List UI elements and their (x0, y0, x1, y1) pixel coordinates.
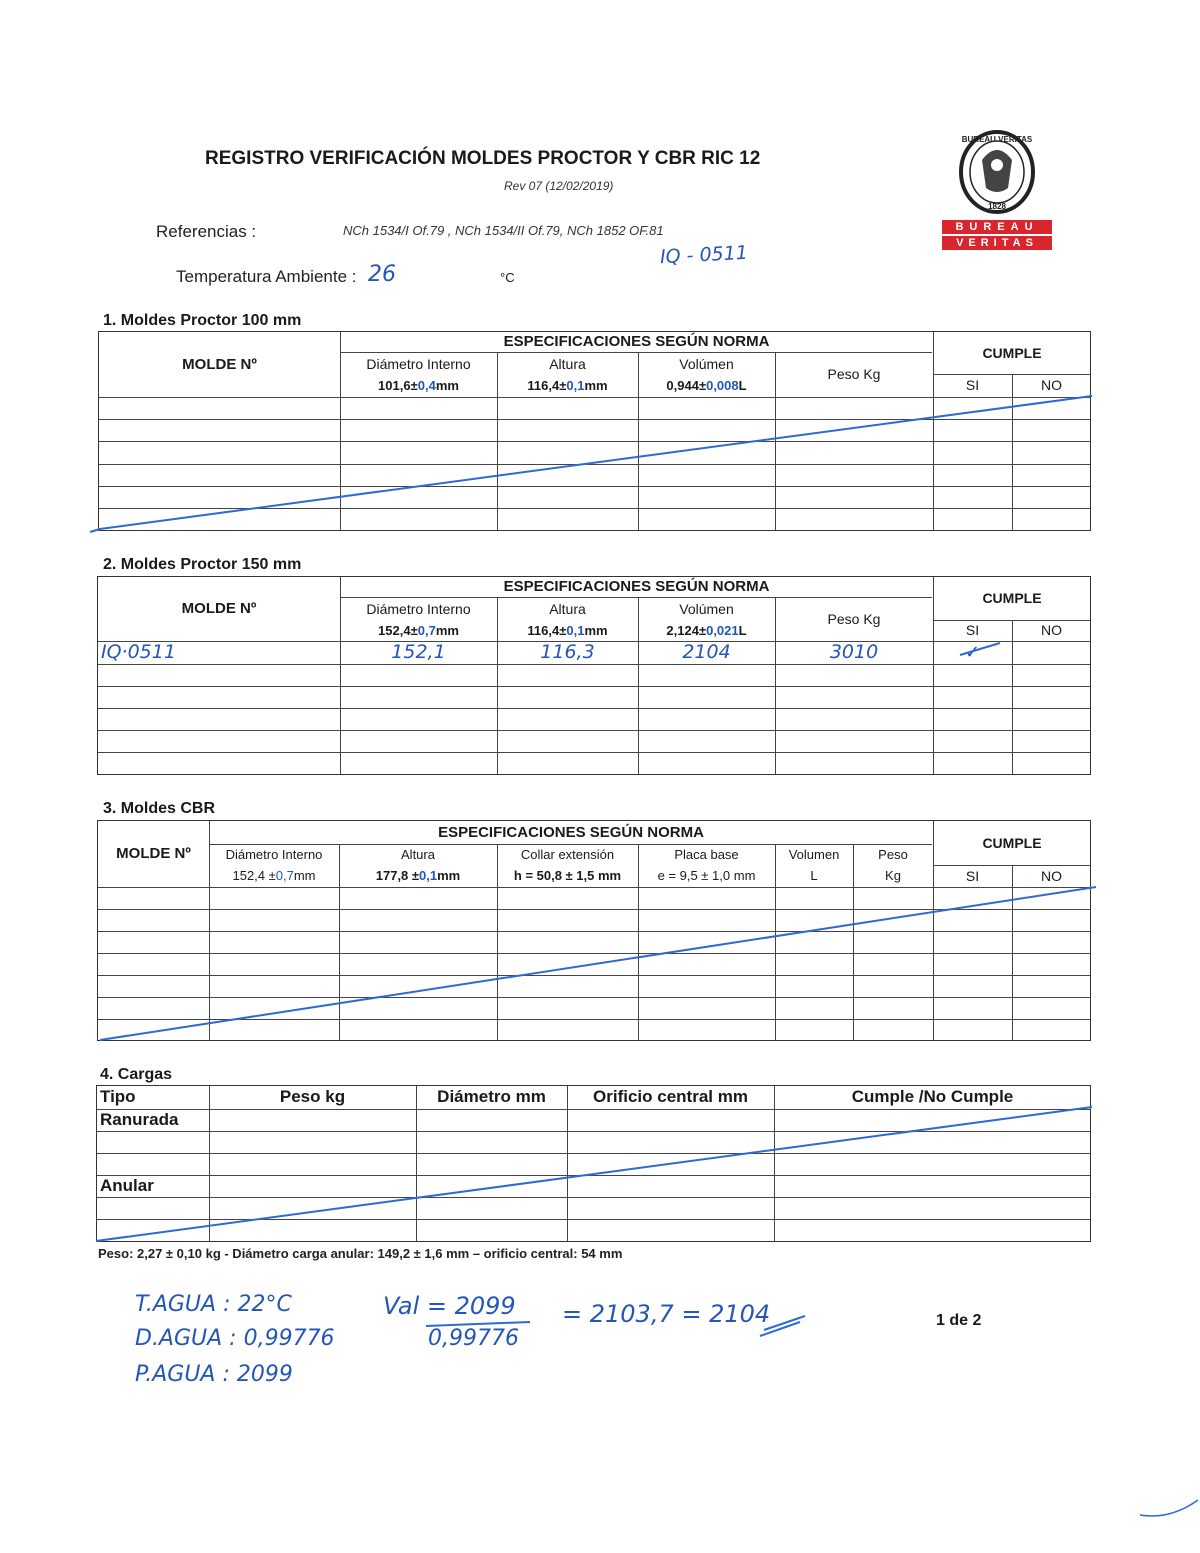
note-d-agua: D.AGUA : 0,99776 (135, 1326, 335, 1351)
s1-header-volumen: Volúmen (679, 355, 734, 372)
s2-header-spec: ESPECIFICACIONES SEGÚN NORMA (503, 578, 770, 595)
document-title: REGISTRO VERIFICACIÓN MOLDES PROCTOR Y CBR RIC 12 (205, 148, 761, 169)
s2-header-no: NO (1041, 622, 1062, 639)
s2-header-cumple: CUMPLE (982, 590, 1042, 607)
s1-header-peso: Peso Kg (827, 366, 881, 383)
s2-spec-volumen: 2,124 ± 0,021 L (666, 623, 747, 639)
s3-header-collar: Collar extensión (520, 847, 615, 863)
s2-row1-cumple-si: ✓ (964, 641, 981, 663)
revision: Rev 07 (12/02/2019) (504, 179, 614, 193)
s1-header-no: NO (1041, 377, 1062, 394)
s3-spec-diametro: 152,4 ± 0,7 mm (232, 868, 316, 884)
section3-table (97, 820, 1091, 1041)
section2-table (97, 576, 1091, 775)
s1-header-si: SI (965, 377, 980, 394)
s3-spec-peso-unit: Kg (885, 868, 901, 884)
s1-header-spec: ESPECIFICACIONES SEGÚN NORMA (503, 333, 770, 350)
s3-header-cumple: CUMPLE (982, 834, 1042, 851)
s3-header-diametro: Diámetro Interno (225, 847, 323, 863)
references-value: NCh 1534/I Of.79 , NCh 1534/II Of.79, NCh 1852 OF.81 (343, 223, 664, 238)
s1-header-molde: MOLDE Nº (182, 355, 257, 373)
s3-header-altura: Altura (401, 847, 435, 863)
logo-bottom-text: VERITAS (956, 237, 1038, 249)
s2-header-peso: Peso Kg (827, 610, 881, 627)
s2-row1-volumen: 2104 (682, 641, 731, 664)
s2-row1-molde: IQ·0511 (101, 641, 176, 664)
s2-row1-peso: 3010 (829, 641, 879, 664)
s3-header-placa: Placa base (674, 847, 739, 863)
s1-spec-altura: 116,4 ± 0,1 mm (527, 378, 608, 394)
s2-spec-altura: 116,4 ± 0,1 mm (527, 623, 608, 639)
s3-header-spec: ESPECIFICACIONES SEGÚN NORMA (438, 823, 704, 841)
logo-top-text: BUREAU (955, 221, 1039, 233)
note-t-agua: T.AGUA : 22°C (135, 1292, 292, 1317)
s2-row1-diametro: 152,1 (391, 641, 446, 664)
note-calc-denominator: 0,99776 (428, 1326, 519, 1351)
s2-header-diametro: Diámetro Interno (366, 600, 471, 617)
logo-year: 1828 (988, 202, 1006, 211)
s3-header-molde: MOLDE Nº (116, 845, 191, 862)
note-p-agua: P.AGUA : 2099 (135, 1362, 293, 1387)
s3-header-no: NO (1041, 867, 1062, 884)
s4-header-cumple: Cumple /No Cumple (851, 1087, 1014, 1107)
s3-spec-placa: e = 9,5 ± 1,0 mm (657, 868, 756, 884)
s4-header-diametro: Diámetro mm (437, 1087, 546, 1107)
s3-spec-altura: 177,8 ± 0,1 mm (375, 868, 461, 884)
handwritten-id: IQ - 0511 (659, 241, 749, 269)
references-label: Referencias : (156, 222, 257, 241)
note-calc-result: = 2103,7 = 2104 (562, 1300, 771, 1328)
s2-row1-altura: 116,3 (540, 641, 595, 664)
section3-title: 3. Moldes CBR (103, 800, 216, 817)
bureau-veritas-logo (942, 130, 1052, 254)
s1-spec-diametro: 101,6 ± 0,4 mm (378, 378, 459, 394)
temperature-unit: °C (500, 270, 515, 285)
s1-spec-volumen: 0,944 ± 0,008 L (666, 378, 747, 394)
s1-header-diametro: Diámetro Interno (366, 355, 471, 372)
s2-spec-diametro: 152,4 ± 0,7 mm (378, 623, 459, 639)
s3-header-peso: Peso (878, 847, 908, 863)
s1-header-altura: Altura (549, 355, 586, 372)
section4-title: 4. Cargas (100, 1066, 173, 1083)
temperature-value: 26 (368, 262, 396, 287)
s3-header-volumen: Volumen (788, 847, 840, 863)
s2-header-volumen: Volúmen (679, 600, 734, 617)
s2-header-altura: Altura (549, 600, 586, 617)
page-number: 1 de 2 (936, 1312, 982, 1329)
s3-spec-collar: h = 50,8 ± 1,5 mm (513, 868, 622, 884)
s3-spec-volumen-unit: L (810, 868, 818, 884)
s4-header-tipo: Tipo (100, 1087, 136, 1107)
temperature-label: Temperatura Ambiente : (176, 267, 357, 286)
s3-header-si: SI (965, 867, 980, 884)
section1-title: 1. Moldes Proctor 100 mm (103, 312, 302, 329)
note-calc-numerator: Val = 2099 (383, 1292, 516, 1320)
s4-header-peso: Peso kg (279, 1087, 346, 1107)
logo-ring-text: BUREAU VERITAS (961, 135, 1033, 144)
s1-header-cumple: CUMPLE (982, 344, 1042, 361)
s2-header-si: SI (965, 622, 980, 639)
section4-footnote: Peso: 2,27 ± 0,10 kg - Diámetro carga anular: 149,2 ± 1,6 mm – orificio central: 54 mm (98, 1246, 623, 1261)
s4-row-ranurada: Ranurada (100, 1109, 179, 1129)
strike-line-corner (1140, 1500, 1198, 1516)
s2-header-molde: MOLDE Nº (181, 600, 257, 617)
section4-table (96, 1085, 1091, 1242)
section2-title: 2. Moldes Proctor 150 mm (103, 556, 302, 573)
section1-table (98, 331, 1091, 531)
s4-row-anular: Anular (100, 1175, 154, 1195)
s4-header-orificio: Orificio central mm (593, 1087, 748, 1107)
